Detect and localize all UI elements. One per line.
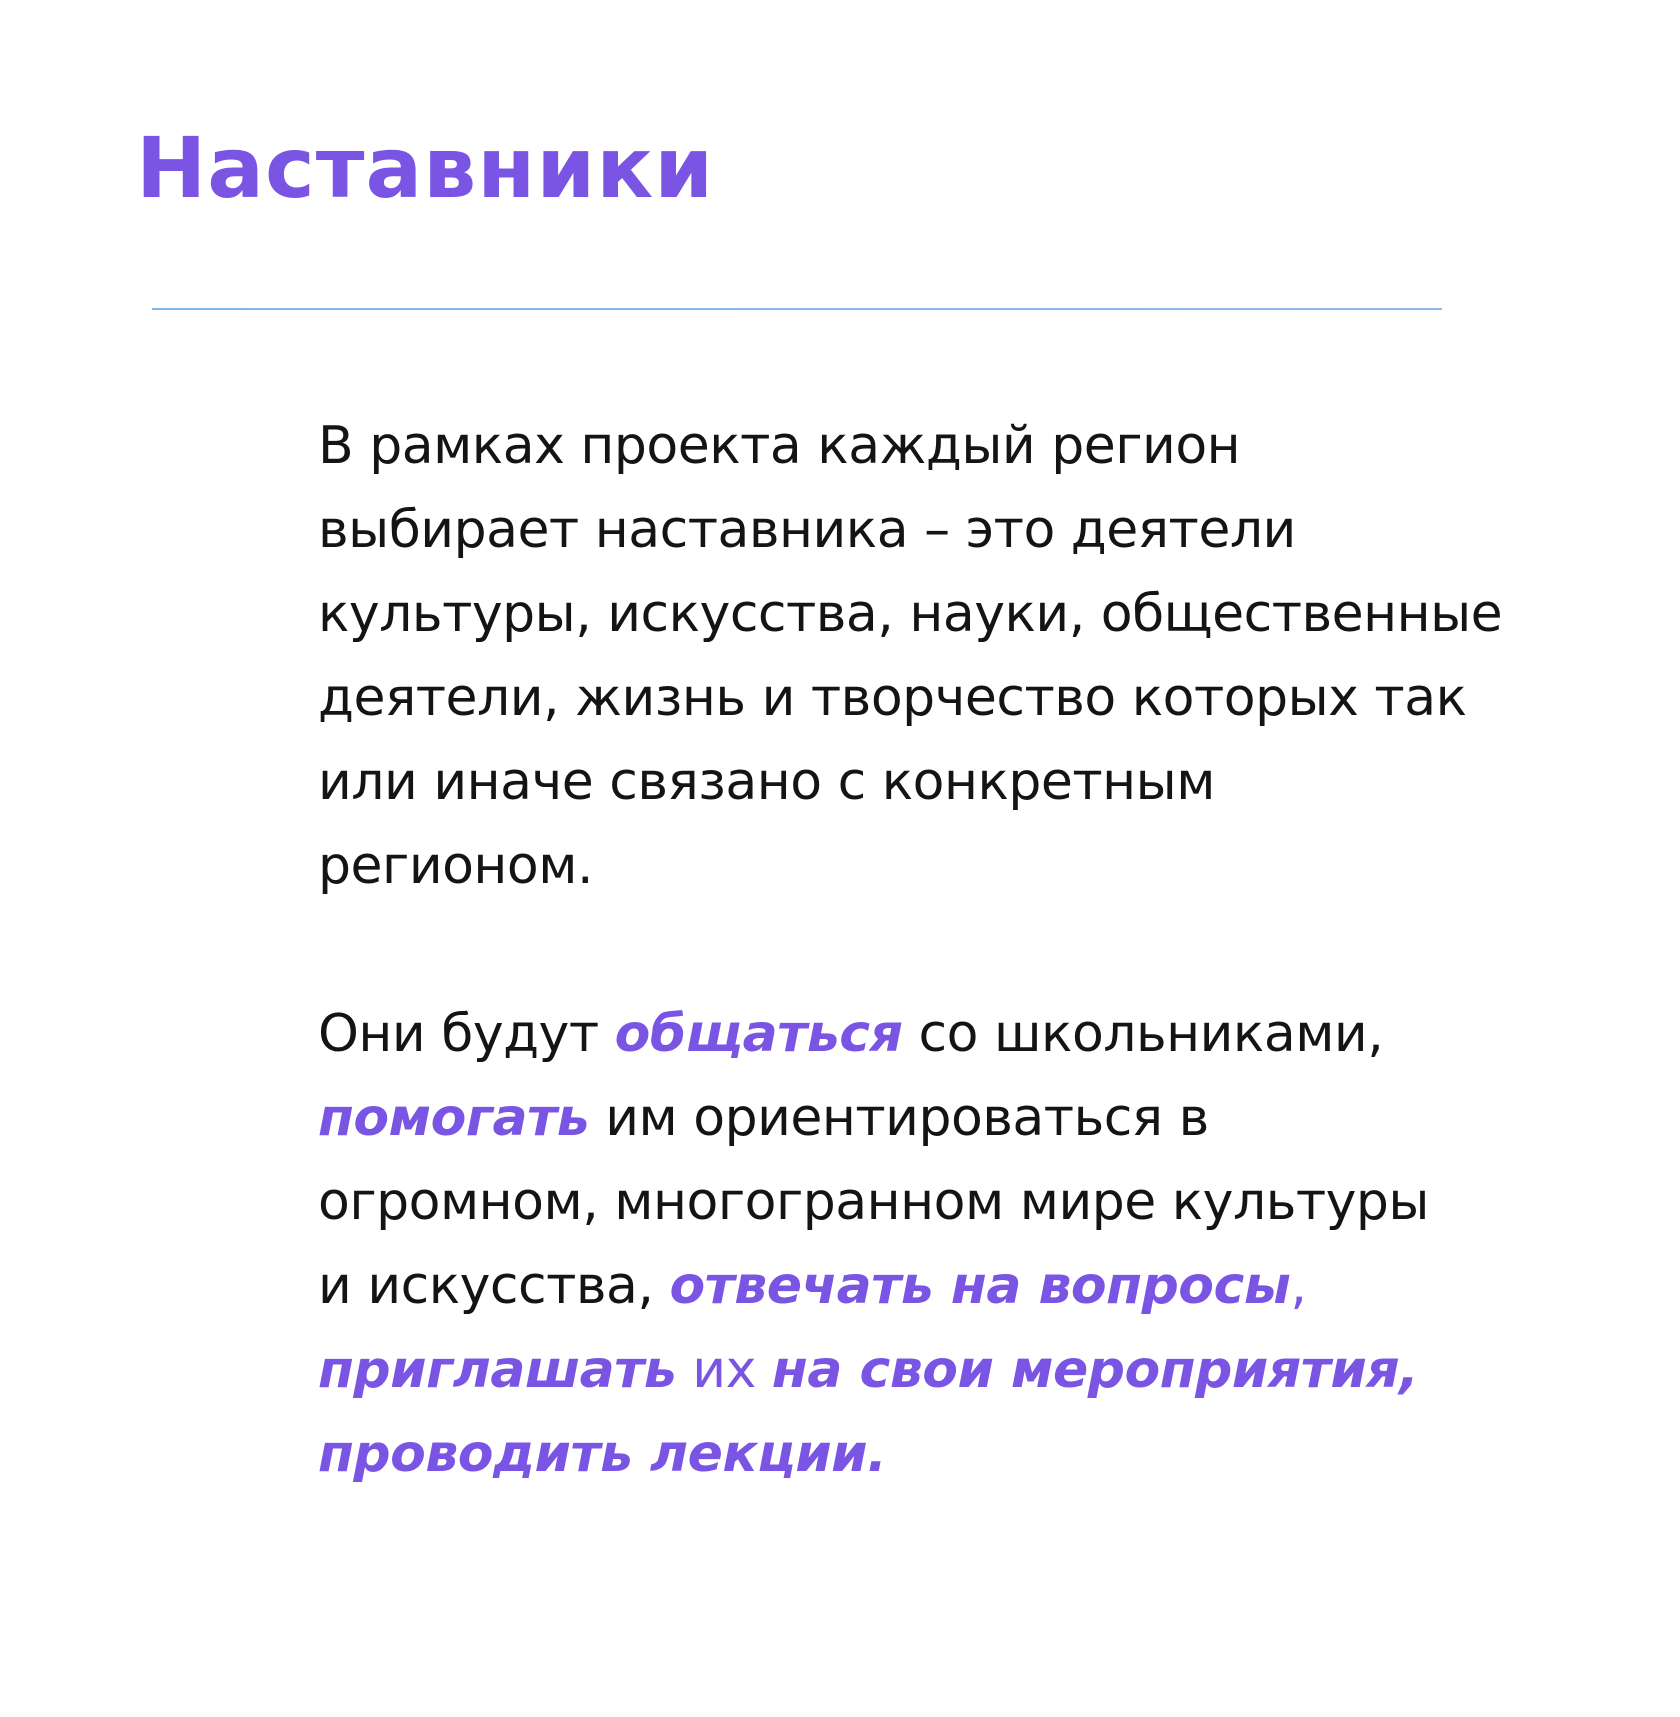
text-line: выбирает наставника – это деятели xyxy=(318,500,1296,560)
text-line xyxy=(318,1328,1498,1412)
highlight-events: на свои мероприятия, xyxy=(771,1340,1419,1400)
plain-text: их xyxy=(676,1340,772,1400)
text-line xyxy=(318,1244,1498,1328)
text-line: или иначе связано с конкретным xyxy=(318,752,1215,812)
text-line xyxy=(318,1076,1498,1160)
highlight-invite: приглашать xyxy=(318,1340,677,1400)
intro-paragraph xyxy=(318,404,1503,908)
mentor-duties-paragraph xyxy=(318,992,1498,1496)
plain-text: со школьниками, xyxy=(902,1004,1384,1064)
title-divider xyxy=(152,308,1442,310)
text-line: огромном, многогранном мире культуры xyxy=(318,1172,1429,1232)
text-line: культуры, искусства, науки, общественные xyxy=(318,584,1503,644)
highlight-lectures: проводить лекции. xyxy=(318,1424,887,1484)
page-title: Наставники xyxy=(136,119,715,217)
text-line: деятели, жизнь и творчество которых так xyxy=(318,668,1467,728)
highlight-answer-questions: отвечать на вопросы xyxy=(669,1256,1291,1316)
text-line: регионом. xyxy=(318,836,593,896)
text-line xyxy=(318,1412,1498,1496)
highlight-comma: , xyxy=(1290,1256,1307,1316)
highlight-help: помогать xyxy=(318,1088,590,1148)
highlight-communicate: общаться xyxy=(614,1004,903,1064)
text-line xyxy=(318,992,1498,1076)
plain-text: Они будут xyxy=(318,1004,615,1064)
plain-text: им ориентироваться в xyxy=(589,1088,1209,1148)
text-line: В рамках проекта каждый регион xyxy=(318,416,1241,476)
body-text xyxy=(318,404,1503,1496)
plain-text: и искусства, xyxy=(318,1256,670,1316)
